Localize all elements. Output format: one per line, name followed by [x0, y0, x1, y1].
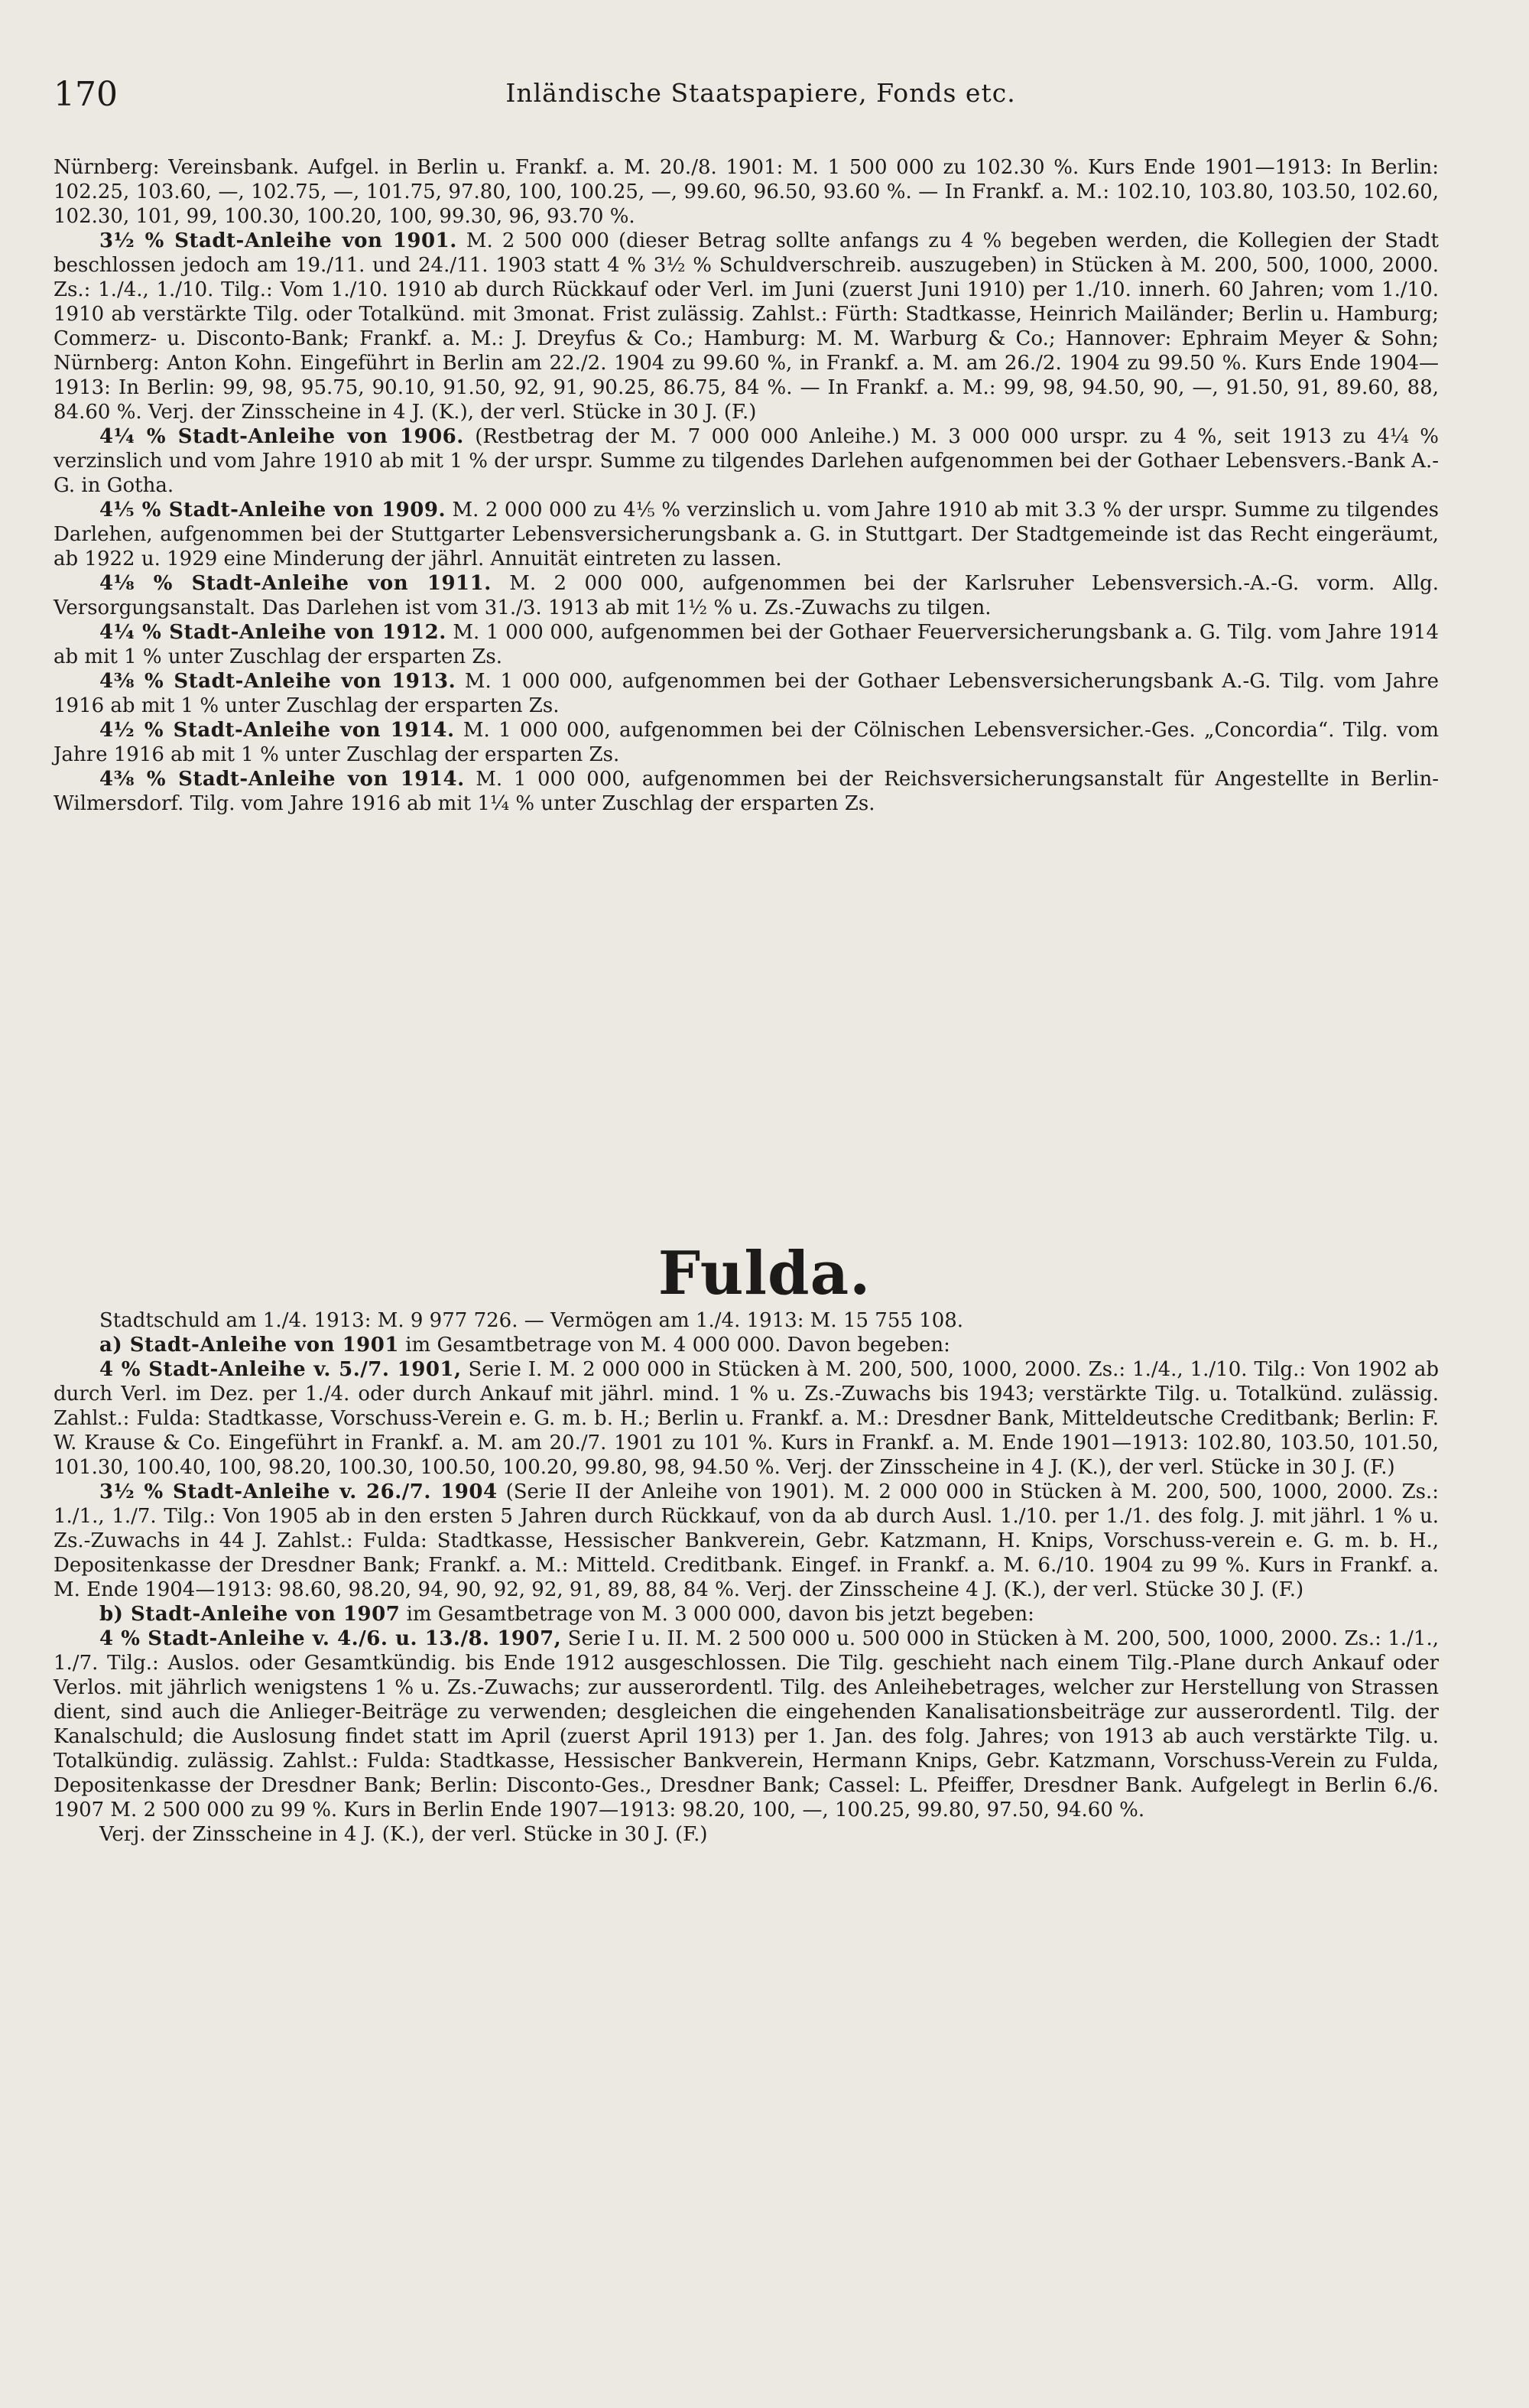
loan-title: 4½ % Stadt-Anleihe von 1914. [99, 719, 455, 742]
loan-entry [54, 620, 1439, 669]
loan-group-text: im Gesamtbetrage von M. 4 000 000. Davon begeben: [405, 1334, 950, 1357]
loan-title: 3½ % Stadt-Anleihe v. 26./7. 1904 [99, 1480, 498, 1503]
loan-group-text: im Gesamtbetrage von M. 3 000 000, davon bis jetzt begeben: [406, 1603, 1034, 1626]
loan-entry [54, 498, 1439, 571]
loan-group [54, 1602, 1439, 1626]
loan-entry [54, 571, 1439, 620]
loan-title: 4¼ % Stadt-Anleihe von 1906. [99, 425, 464, 448]
loan-text: M. 2 500 000 (dieser Betrag sollte anfangs zu 4 % begeben werden, die Kollegien der Stadt beschlossen jedoch am 19./11. und 24./11. 1903 statt 4 % 3½ % Schuldverschreib. auszugeben) in Stücken à M. 200, 500, 1000, 2000. Zs.: 1./4., 1./10. Tilg.: Vom 1./10. 1910 ab durch Rückkauf oder Verl. im Juni (zuerst Juni 1910) per 1./10. innerh. 60 Jahren; vom 1./10. 1910 ab verstärkte Tilg. oder Totalkünd. mit 3monat. Frist zulässig. Zahlst.: Fürth: Stadtkasse, Heinrich Mailänder; Berlin u. Hamburg; Commerz- u. Disconto-Bank; Frankf. a. M.: J. Dreyfus & Co.; Hamburg: M. M. Warburg & Co.; Hannover: Ephraim Meyer & Sohn; Nürnberg: Anton Kohn. Eingeführt in Berlin am 22./2. 1904 zu 99.60 %, in Frankf. a. M. am 26./2. 1904 zu 99.50 %. Kurs Ende 1904—1913: In Berlin: 99, 98, 95.75, 90.10, 91.50, 92, 91, 90.25, 86.75, 84 %. — In Frankf. a. M.: 99, 98, 94.50, 90, —, 91.50, 91, 89.60, 88, 84.60 %. Verj. der Zinsscheine in 4 J. (K.), der verl. Stücke in 30 J. (F.) [54, 229, 1439, 424]
loan-group-title: a) Stadt-Anleihe von 1901 [99, 1334, 399, 1357]
loan-text: (Serie II der Anleihe von 1901). M. 2 000 000 in Stücken à M. 200, 500, 1000, 2000. Zs.: 1./1., 1./7. Tilg.: Von 1905 ab in den ersten 5 Jahren durch Rückkauf, von da ab durch Ausl. 1./10. per 1./1. des folg. J. mit jährl. 1 % u. Zs.-Zuwachs in 44 J. Zahlst.: Fulda: Stadtkasse, Hessischer Bankverein, Gebr. Katzmann, H. Knips, Vorschuss-verein e. G. m. b. H., Depositenkasse der Dresdner Bank; Frankf. a. M.: Mitteld. Creditbank. Eingef. in Frankf. a. M. 6./10. 1904 zu 99 %. Kurs in Frankf. a. M. Ende 1904—1913: 98.60, 98.20, 94, 90, 92, 92, 91, 89, 88, 84 %. Verj. der Zinsscheine 4 J. (K.), der verl. Stücke 30 J. (F.) [54, 1480, 1440, 1601]
loan-text: Serie I u. II. M. 2 500 000 u. 500 000 in Stücken à M. 200, 500, 1000, 2000. Zs.: 1./1., 1./7. Tilg.: Auslos. oder Gesamtkündig. bis Ende 1912 ausgeschlossen. Die Tilg. geschieht nach einem Tilg.-Plane durch Ankauf oder Verlos. mit jährlich wenigstens 1 % u. Zs.-Zuwachs; zur ausserordentl. Tilg. des Anleihebetrages, welcher zur Herstellung von Strassen dient, sind auch die Anlieger-Beiträge zu verwenden; desgleichen die eingehenden Kanalisationsbeiträge zur ausserordentl. Tilg. der Kanalschuld; die Auslosung findet statt im April (zuerst April 1913) per 1. Jan. des folg. Jahres; von 1913 ab auch verstärkte Tilg. u. Totalkündig. zulässig. Zahlst.: Fulda: Stadtkasse, Hessischer Bankverein, Hermann Knips, Gebr. Katzmann, Vorschuss-Verein zu Fulda, Depositenkasse der Dresdner Bank; Berlin: Disconto-Ges., Dresdner Bank; Cassel: L. Pfeiffer, Dresdner Bank. Aufgelegt in Berlin 6./6. 1907 M. 2 500 000 zu 99 %. Kurs in Berlin Ende 1907—1913: 98.20, 100, —, 100.25, 99.80, 97.50, 94.60 %. [54, 1627, 1439, 1821]
loan-title: 4⅜ % Stadt-Anleihe von 1913. [99, 670, 456, 693]
loan-text: M. 1 000 000, aufgenommen bei der Cölnischen Lebensversicher.-Ges. „Concordia“. Tilg. vom Jahre 1916 ab mit 1 % unter Zuschlag der ersparten Zs. [54, 719, 1439, 766]
closing-note: Verj. der Zinsscheine in 4 J. (K.), der verl. Stücke in 30 J. (F.) [99, 1823, 708, 1846]
debt-summary: Stadtschuld am 1./4. 1913: M. 9 977 726. — Vermögen am 1./4. 1913: M. 15 755 108. [99, 1309, 964, 1332]
loan-title: 4⅕ % Stadt-Anleihe von 1909. [99, 499, 446, 522]
intro-paragraph: Nürnberg: Vereinsbank. Aufgel. in Berlin u. Frankf. a. M. 20./8. 1901: M. 1 500 000 zu 102.30 %. Kurs Ende 1901—1913: In Berlin: 102.25, 103.60, —, 102.75, —, 101.75, 97.80, 100, 100.25, —, 99.60, 96.50, 93.60 %. — In Frankf. a. M.: 102.10, 103.80, 103.50, 102.60, 102.30, 101, 99, 100.30, 100.20, 100, 99.30, 96, 93.70 %. [54, 156, 1439, 228]
running-title: Inländische Staatspapiere, Fonds etc. [505, 78, 1016, 108]
loan-text: Serie I. M. 2 000 000 in Stücken à M. 200, 500, 1000, 2000. Zs.: 1./4., 1./10. Tilg.: Von 1902 ab durch Verl. im Dez. per 1./4. oder durch Ankauf mit jährl. mind. 1 % u. Zs.-Zuwachs bis 1943; verstärkte Tilg. u. Totalkünd. zulässig. Zahlst.: Fulda: Stadtkasse, Vorschuss-Verein e. G. m. b. H.; Berlin u. Frankf. a. M.: Dresdner Bank, Mitteldeutsche Creditbank; Berlin: F. W. Krause & Co. Eingeführt in Frankf. a. M. am 20./7. 1901 zu 101 %. Kurs in Frankf. a. M. Ende 1901—1913: 102.80, 103.50, 101.50, 101.30, 100.40, 100, 98.20, 100.30, 100.50, 100.20, 99.80, 98, 94.50 %. Verj. der Zinsscheine in 4 J. (K.), der verl. Stücke in 30 J. (F.) [54, 1358, 1439, 1479]
loan-text: M. 2 000 000, aufgenommen bei der Karlsruher Lebensversich.-A.-G. vorm. Allg. Versorgungsanstalt. Das Darlehen ist vom 31./3. 1913 ab mit 1½ % u. Zs.-Zuwachs zu tilgen. [54, 572, 1440, 619]
loan-title: 4 % Stadt-Anleihe v. 4./6. u. 13./8. 1907, [99, 1627, 562, 1650]
section-continuation [54, 155, 1439, 816]
loan-text: M. 1 000 000, aufgenommen bei der Gothaer Lebensversicherungsbank A.-G. Tilg. vom Jahre 1916 ab mit 1 % unter Zuschlag der ersparten Zs. [54, 670, 1439, 717]
loan-entry [54, 669, 1439, 718]
loan-entry [54, 767, 1439, 816]
loan-title: 3½ % Stadt-Anleihe von 1901. [99, 229, 457, 252]
loan-entry [54, 1626, 1439, 1822]
loan-title: 4¼ % Stadt-Anleihe von 1912. [99, 621, 446, 644]
loan-group-title: b) Stadt-Anleihe von 1907 [99, 1603, 401, 1626]
loan-text: (Restbetrag der M. 7 000 000 Anleihe.) M. 3 000 000 urspr. zu 4 %, seit 1913 zu 4¼ % verzinslich und vom Jahre 1910 ab mit 1 % der urspr. Summe zu tilgendes Darlehen aufgenommen bei der Gothaer Lebensvers.-Bank A.-G. in Gotha. [54, 425, 1439, 497]
loan-entry [54, 229, 1439, 424]
loan-title: 4⅛ % Stadt-Anleihe von 1911. [99, 572, 492, 595]
loan-group [54, 1333, 1439, 1357]
loan-entry [54, 718, 1439, 767]
loan-entry [54, 1480, 1439, 1602]
loan-entry [54, 1357, 1439, 1480]
loan-text: M. 2 000 000 zu 4⅕ % verzinslich u. vom Jahre 1910 ab mit 3.3 % der urspr. Summe zu tilgendes Darlehen, aufgenommen bei der Stuttgarter Lebensversicherungsbank a. G. in Stuttgart. Der Stadtgemeinde ist das Recht eingeräumt, ab 1922 u. 1929 eine Minderung der jährl. Annuität eintreten zu lassen. [54, 499, 1440, 570]
loan-text: M. 1 000 000, aufgenommen bei der Reichsversicherungsanstalt für Angestellte in Berlin-Wilmersdorf. Tilg. vom Jahre 1916 ab mit 1¼ % unter Zuschlag der ersparten Zs. [54, 768, 1440, 815]
loan-entry [54, 424, 1439, 498]
page-number: 170 [54, 75, 118, 114]
page-header [54, 75, 1468, 121]
section-fulda [54, 1308, 1439, 1847]
loan-text: M. 1 000 000, aufgenommen bei der Gothaer Feuerversicherungsbank a. G. Tilg. vom Jahre 1914 ab mit 1 % unter Zuschlag der ersparten Zs. [54, 621, 1440, 668]
loan-title: 4 % Stadt-Anleihe v. 5./7. 1901, [99, 1358, 462, 1381]
city-heading: Fulda. [657, 1239, 872, 1308]
loan-title: 4⅜ % Stadt-Anleihe von 1914. [99, 768, 465, 791]
